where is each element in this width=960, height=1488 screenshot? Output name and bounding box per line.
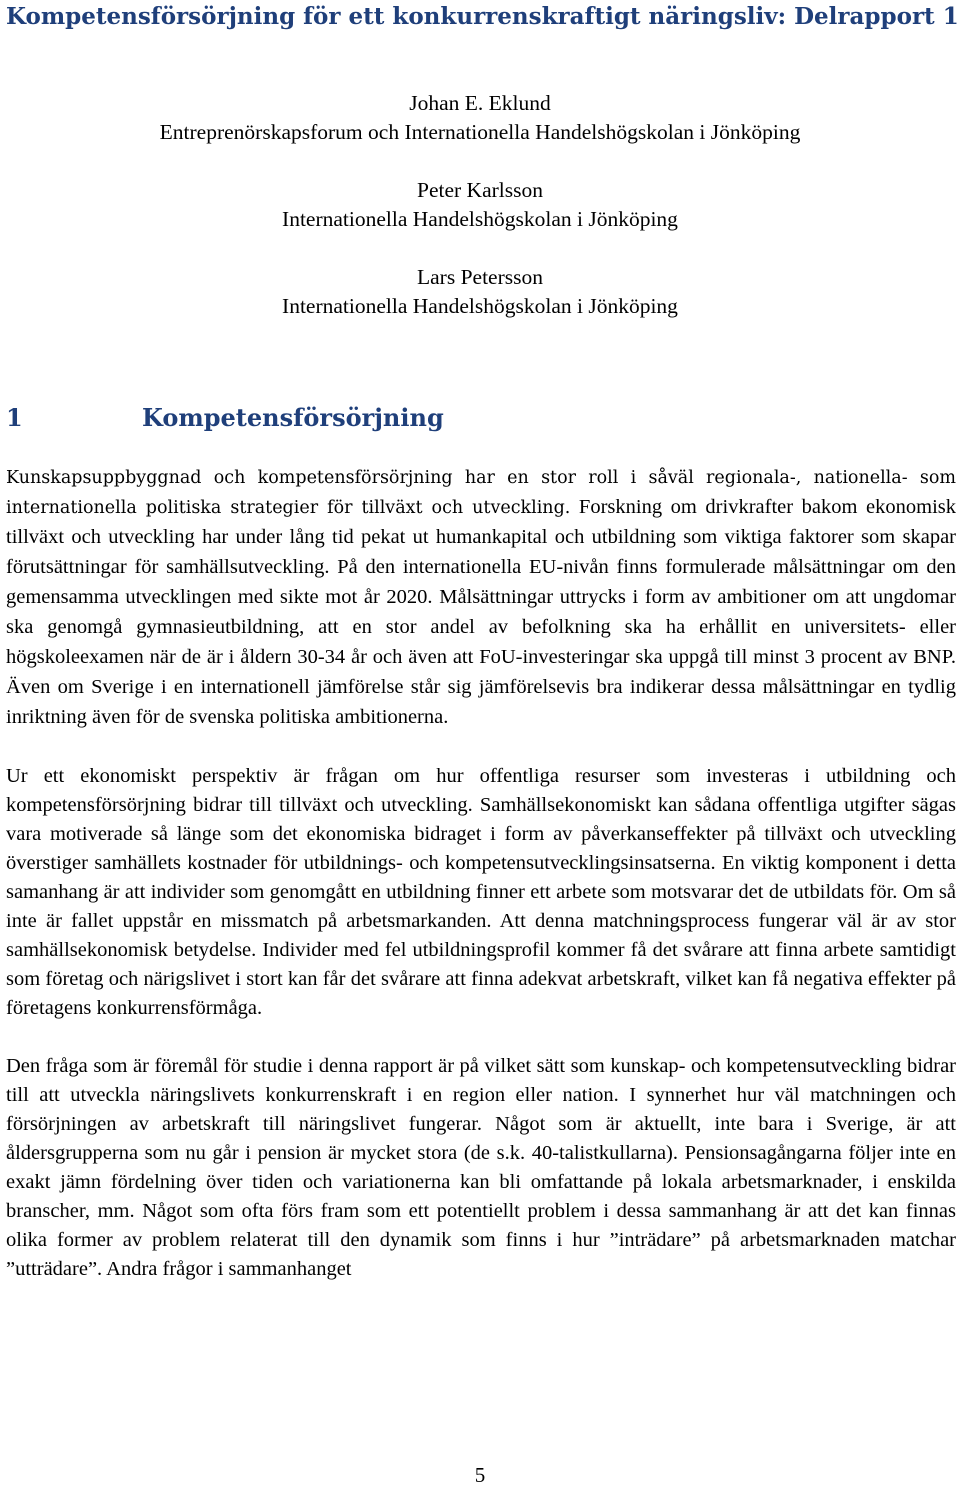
- author-affiliation: Internationella Handelshögskolan i Jönköping: [282, 207, 678, 231]
- author-affiliation: Entreprenörskapsforum och Internationella Handelshögskolan i Jönköping: [159, 120, 801, 144]
- paragraph: Den fråga som är föremål för studie i denna rapport är på vilket sätt som kunskap- och kompetensutveckling bidrar till att utveckla näringslivets konkurrenskraft i en region eller nation. I synnerhet hur väl matchningen och försörjningen av arbetskraft till näringslivet fungerar. Något som är aktuellt, inte bara i Sverige, är att åldersgrupperna som nu går i pension är mycket stora (de s.k. 40-talistkullarna). Pensionsagångarna följer inte en exakt jämn fördelning över tiden och variationerna kan bli omfattande på lokala arbetsmarknader, i enskilda branscher, mm. Något som ofta förs fram som ett potentiellt problem i dessa sammanhang är att det kan finnas olika former av problem relaterat till den dynamik som finns i hur ”inträdare” på arbetsmarknaden matchar ”utträdare”. Andra frågor i sammanhanget: [6, 1055, 956, 1280]
- section-title: Kompetensförsörjning: [142, 403, 444, 432]
- paragraph-text: Forskning om drivkrafter bakom ekonomisk tillväxt och utveckling har under lång tid pekat ut humankapital och utbildning som viktiga faktorer som skapar förutsättningar för samhällsutveckling. På den internationella EU-nivån finns formulerade målsättningar om den gemensamma utvecklingen med sikte mot år 2020. Målsättningar uttrycks i form av ambitioner om att ungdomar ska genomgå gymnasieutbildning, att en stor andel av befolkning ska ha erhållit en universitets- eller högskoleexamen när de är i åldern 30-34 år och även att FoU-investeringar ska uppgå till minst 3 procent av BNP. Även om Sverige i en internationell jämförelse står sig jämförelsevis bra indikerar dessa målsättningar en tydlig inriktning även för de svenska politiska ambitionerna.: [6, 496, 956, 728]
- body-text: [6, 464, 956, 1313]
- author-block: [0, 89, 960, 147]
- author-block: [0, 263, 960, 321]
- paragraph: [6, 464, 956, 733]
- author-name: Johan E. Eklund: [409, 91, 551, 115]
- author-name: Peter Karlsson: [417, 178, 543, 202]
- paragraph: Ur ett ekonomiskt perspektiv är frågan om hur offentliga resurser som investeras i utbildning och kompetensförsörjning bidrar till tillväxt och utveckling. Samhällsekonomiskt kan sådana offentliga utgifter sägas vara motiverade så länge som det ekonomiska bidraget i form av påverkanseffekter på tillväxt och utveckling överstiger samhällets kostnader för utbildnings- och kompetensutvecklingsinsatserna. En viktig komponent i detta samanhang är att individer som genomgått en utbildning finner ett arbete som motsvarar det de utbildats för. Om så inte är fallet uppstår en missmatch på arbetsmarkanden. Att denna matchningsprocess fungerar väl är av stor samhällsekonomisk betydelse. Individer med fel utbildningsprofil kommer få det svårare att finna arbete samtidigt som företag och närigslivet i stort kan får det svårare att finna adekvat arbetskraft, vilket kan få negativa effekter på företagens konkurrensförmåga.: [6, 765, 956, 1019]
- document-title: Kompetensförsörjning för ett konkurrenskraftigt näringsliv: Delrapport 1: [6, 3, 959, 30]
- author-list: [0, 89, 960, 350]
- author-affiliation: Internationella Handelshögskolan i Jönköping: [282, 294, 678, 318]
- section-heading: [6, 402, 444, 434]
- section-number: 1: [6, 403, 23, 432]
- page-number: 5: [474, 1463, 486, 1487]
- author-block: [0, 176, 960, 234]
- paragraph-lead: Kunskapsuppbyggnad och kompetensförsörjning har en stor roll i såväl regionala-, nationella- som internationella politiska strategier för tillväxt och utveckling.: [6, 468, 956, 518]
- author-name: Lars Petersson: [417, 265, 543, 289]
